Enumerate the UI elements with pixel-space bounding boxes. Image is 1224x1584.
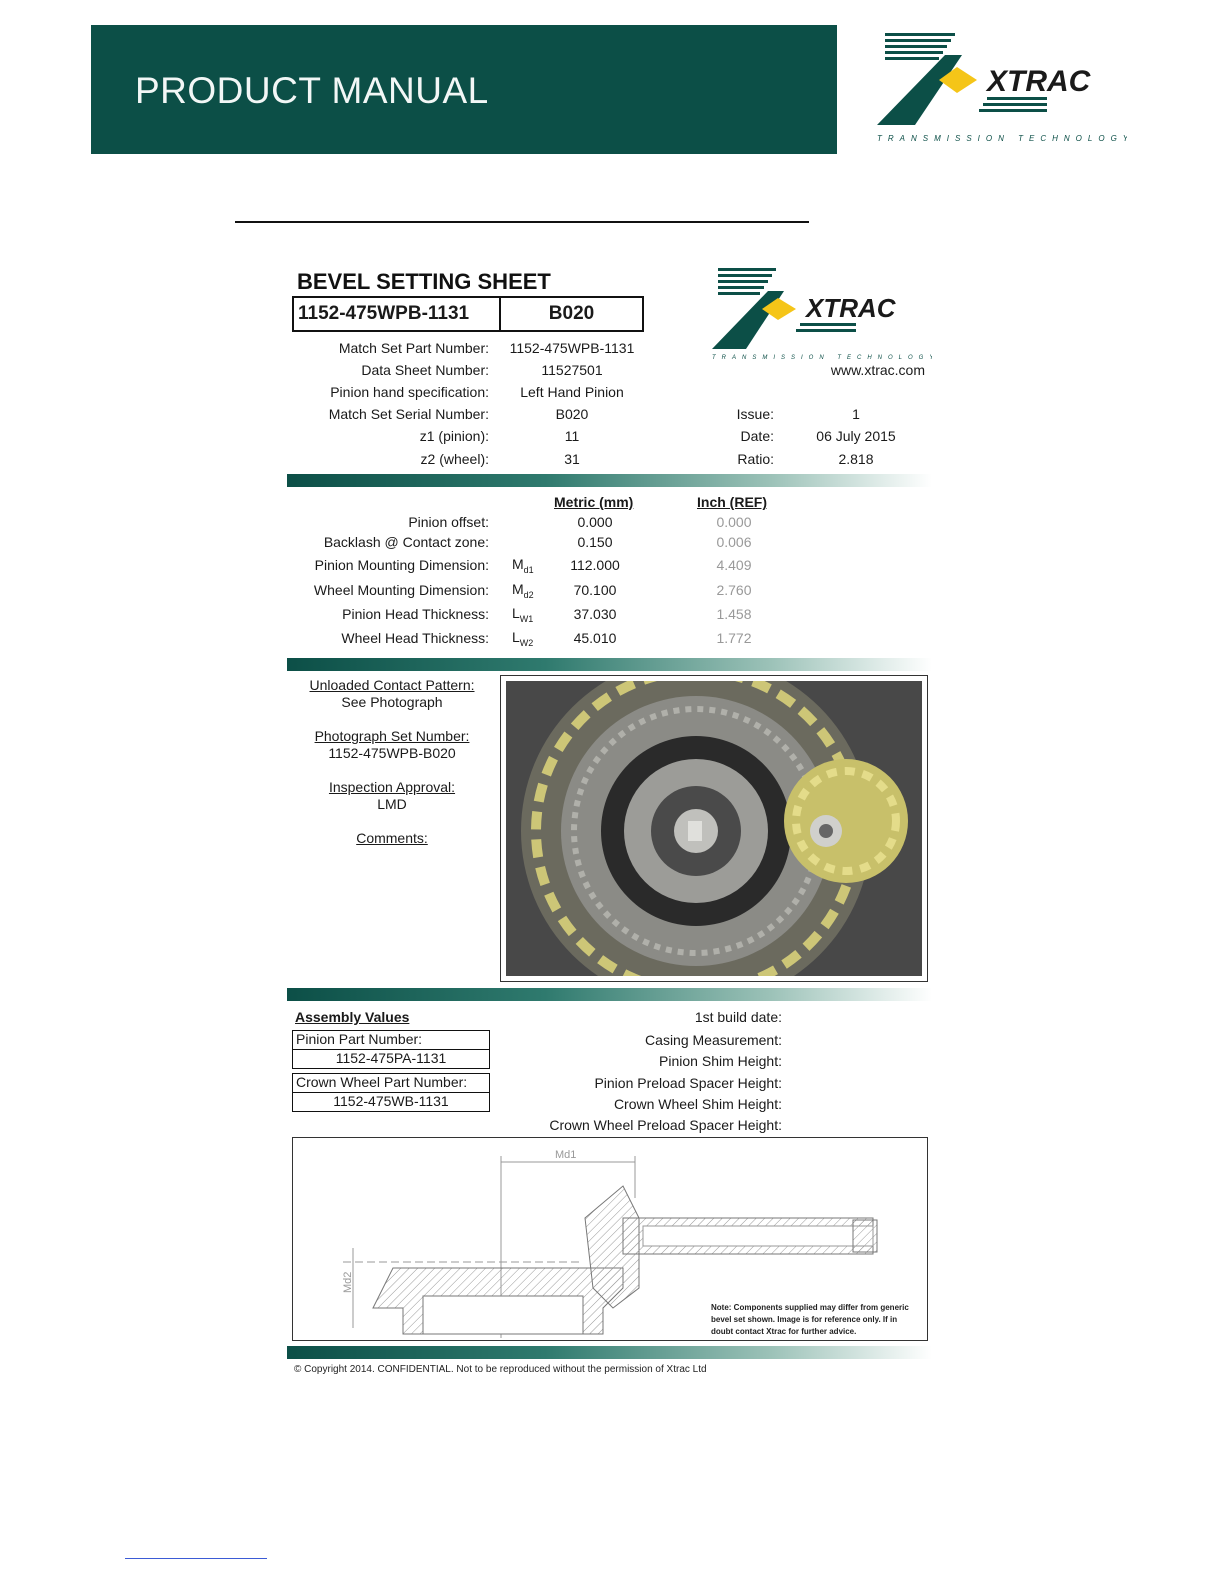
photo-set-value: 1152-475WPB-B020 bbox=[328, 745, 456, 761]
svg-text:TRANSMISSION TECHNOLOGY: TRANSMISSION TECHNOLOGY bbox=[712, 355, 932, 361]
approval-value: LMD bbox=[377, 796, 407, 812]
info-label: Data Sheet Number: bbox=[361, 362, 489, 378]
part-number: 1152-475WPB-1131 bbox=[294, 298, 501, 330]
page-title: PRODUCT MANUAL bbox=[135, 70, 489, 111]
dim-symbol: $M_{d2}$ bbox=[512, 581, 534, 600]
xtrac-logo-icon bbox=[837, 25, 1127, 154]
crown-part-value: 1152-475WB-1131 bbox=[292, 1092, 490, 1112]
info-label: Pinion hand specification: bbox=[330, 384, 489, 400]
footnote-line bbox=[125, 1558, 267, 1559]
info-value: 11 bbox=[564, 428, 580, 444]
dim-metric: 45.010 bbox=[573, 630, 617, 646]
svg-text:Md1: Md1 bbox=[555, 1149, 577, 1161]
crown-part-label: Crown Wheel Part Number: bbox=[292, 1073, 490, 1093]
dim-label: Pinion offset: bbox=[408, 514, 489, 530]
dim-inch: 1.772 bbox=[716, 630, 752, 646]
dim-label: Wheel Head Thickness: bbox=[341, 630, 489, 646]
contact-pattern-value: See Photograph bbox=[341, 694, 443, 710]
info-value: 1152-475WPB-1131 bbox=[509, 340, 635, 356]
ratio-label: Ratio: bbox=[737, 451, 774, 467]
section-band bbox=[287, 988, 932, 1001]
dim-metric: 70.100 bbox=[573, 582, 617, 598]
dim-metric: 37.030 bbox=[573, 606, 617, 622]
dim-metric: 0.150 bbox=[577, 534, 613, 550]
assembly-title: Assembly Values bbox=[295, 1009, 410, 1025]
issue-label: Issue: bbox=[736, 406, 774, 422]
dim-symbol: $L_{W1}$ bbox=[512, 605, 534, 624]
dim-metric: 112.000 bbox=[570, 557, 620, 573]
dim-inch: 2.760 bbox=[716, 582, 752, 598]
inch-header: Inch (REF) bbox=[697, 494, 767, 510]
sheet-logo bbox=[710, 265, 932, 365]
section-band bbox=[287, 658, 932, 671]
metric-header: Metric (mm) bbox=[554, 494, 634, 510]
xtrac-logo-icon bbox=[710, 265, 932, 365]
info-value: 11527501 bbox=[541, 362, 603, 378]
dim-inch: 4.409 bbox=[716, 557, 752, 573]
pinion-part-value: 1152-475PA-1131 bbox=[292, 1049, 490, 1069]
header-logo bbox=[837, 25, 1127, 154]
assembly-field: Pinion Shim Height: bbox=[659, 1053, 782, 1069]
assembly-field: Pinion Preload Spacer Height: bbox=[594, 1075, 782, 1091]
assembly-field: Crown Wheel Preload Spacer Height: bbox=[549, 1117, 782, 1133]
section-band bbox=[287, 1346, 932, 1359]
info-label: z2 (wheel): bbox=[420, 451, 489, 467]
assembly-field: Crown Wheel Shim Height: bbox=[613, 1096, 782, 1112]
svg-text:TRANSMISSION TECHNOLOGY: TRANSMISSION TECHNOLOGY bbox=[877, 134, 1127, 143]
info-value: B020 bbox=[555, 406, 589, 422]
gear-photo bbox=[506, 681, 922, 976]
dim-label: Pinion Mounting Dimension: bbox=[314, 557, 489, 573]
dim-label: Backlash @ Contact zone: bbox=[323, 534, 489, 550]
dim-inch: 1.458 bbox=[716, 606, 752, 622]
svg-text:XTRAC: XTRAC bbox=[806, 293, 896, 323]
sheet-title: BEVEL SETTING SHEET bbox=[297, 269, 551, 294]
info-value: Left Hand Pinion bbox=[520, 384, 624, 400]
issue-value: 1 bbox=[852, 406, 860, 422]
dim-symbol: $M_{d1}$ bbox=[512, 556, 534, 575]
date-value: 06 July 2015 bbox=[816, 428, 896, 444]
ratio-value: 2.818 bbox=[838, 451, 874, 467]
photo-set-label: Photograph Set Number: bbox=[314, 728, 470, 744]
dim-label: Wheel Mounting Dimension: bbox=[313, 582, 489, 598]
copyright: © Copyright 2014. CONFIDENTIAL. Not to be reproduced without the permission of Xtrac Ltd bbox=[294, 1364, 707, 1375]
comments-label: Comments: bbox=[356, 830, 428, 846]
info-label: Match Set Serial Number: bbox=[328, 406, 489, 422]
info-label: Match Set Part Number: bbox=[338, 340, 489, 356]
info-label: z1 (pinion): bbox=[419, 428, 489, 444]
website: www.xtrac.com bbox=[830, 362, 925, 378]
dim-inch: 0.006 bbox=[716, 534, 752, 550]
section-band bbox=[287, 474, 932, 487]
info-value: 31 bbox=[564, 451, 580, 467]
assembly-field: 1st build date: bbox=[694, 1009, 782, 1025]
contact-pattern-label: Unloaded Contact Pattern: bbox=[309, 677, 475, 693]
drawing-note: Note: Components supplied may differ from generic bevel set shown. Image is for reference only. If in doubt contact Xtrac for further advice. bbox=[711, 1303, 909, 1336]
serial-number: B020 bbox=[548, 303, 595, 324]
contact-photo-frame bbox=[500, 675, 928, 982]
date-label: Date: bbox=[740, 428, 774, 444]
dim-metric: 0.000 bbox=[577, 514, 613, 530]
pinion-part-label: Pinion Part Number: bbox=[292, 1030, 490, 1050]
dim-symbol: $L_{W2}$ bbox=[512, 629, 534, 648]
part-number-box bbox=[292, 296, 644, 332]
section-rule bbox=[235, 221, 809, 223]
dim-inch: 0.000 bbox=[716, 514, 752, 530]
approval-label: Inspection Approval: bbox=[328, 779, 456, 795]
svg-text:XTRAC: XTRAC bbox=[987, 65, 1091, 98]
dim-label: Pinion Head Thickness: bbox=[342, 606, 489, 622]
assembly-field: Casing Measurement: bbox=[645, 1032, 782, 1048]
svg-text:Md2: Md2 bbox=[342, 1271, 354, 1293]
